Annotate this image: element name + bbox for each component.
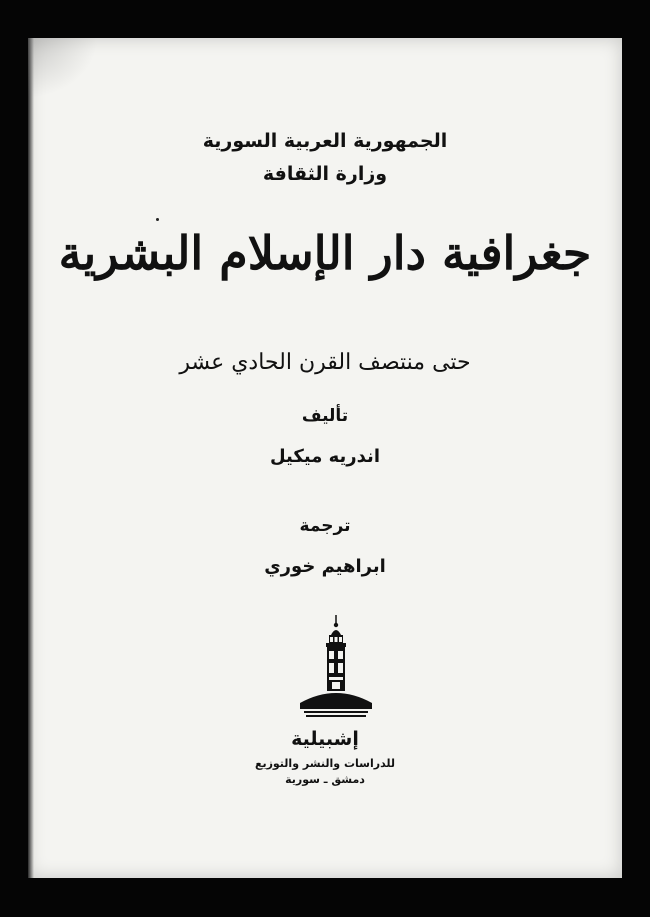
book-subtitle: حتى منتصف القرن الحادي عشر [179,350,471,375]
translated-by-label: ترجمة [299,516,351,536]
corner-smudge [28,38,98,98]
translator-name: ابراهيم خوري [264,556,386,577]
ink-speck [156,218,159,221]
author-name: اندريه ميكيل [269,446,380,467]
publisher-description: للدراسات والنشر والتوزيع [254,757,396,770]
publisher-name: إشبيلية [291,728,359,750]
book-title: جغرافية دار الإسلام البشرية [58,226,592,280]
minaret-tower-icon [296,613,376,723]
publisher-location: دمشق ـ سورية [285,773,365,786]
authored-by-label: تأليف [301,406,349,426]
country-header: الجمهورية العربية السورية [202,130,448,152]
book-cover-page [28,38,622,878]
ministry-header: وزارة الثقافة [262,163,388,185]
